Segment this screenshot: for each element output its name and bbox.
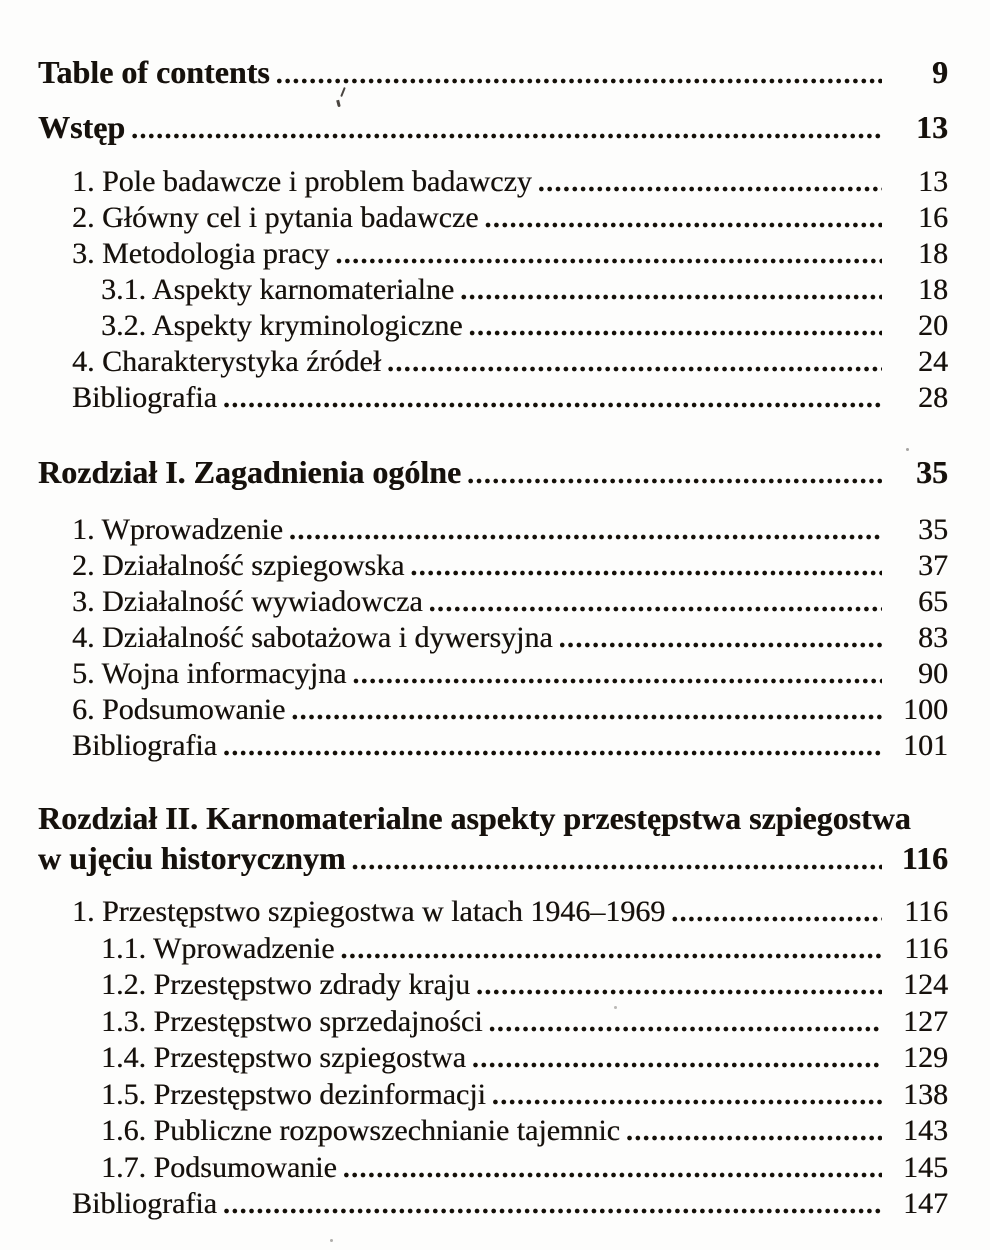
toc-entry-label: 4. Działalność sabotażowa i dywersyjna [72,621,553,654]
toc-entry-label: 2. Główny cel i pytania badawcze [72,201,479,234]
toc-page-number: 145 [903,1150,948,1184]
toc-entry [38,692,948,728]
toc-entry-label: 1. Pole badawcze i problem badawczy [72,165,532,198]
toc-entry [38,584,948,620]
dot-leader [559,620,882,656]
toc-page-number: 9 [932,54,948,90]
toc-entry [38,1077,948,1113]
dot-leader [289,512,882,548]
toc-entry-label: 5. Wojna informacyjna [72,657,347,690]
dot-leader [223,1186,882,1222]
toc-page-number: 37 [918,549,948,582]
toc-page-number: 127 [903,1004,948,1038]
toc-entry-list [38,894,948,1222]
toc-page-number: 18 [918,273,948,306]
dot-leader [489,1004,882,1040]
toc-entry [38,894,948,930]
toc-entry [38,380,948,416]
toc-entry [38,200,948,236]
toc-entry-label: 3. Działalność wywiadowcza [72,585,423,618]
toc-section [38,798,948,1222]
toc-heading-label: Wstęp [38,109,126,145]
toc-page-number: 138 [903,1077,948,1111]
toc-heading-label: Table of contents [38,54,270,90]
toc-page-number: 65 [918,585,948,618]
toc-heading [38,452,948,492]
toc-entry-label: 4. Charakterystyka źródeł [72,345,382,378]
toc-entry-list [38,164,948,416]
toc-entry [38,656,948,692]
toc-entry-label: 1.3. Przestępstwo sprzedajności [101,1004,483,1038]
toc-page-number: 28 [918,381,948,414]
dot-leader [352,656,882,692]
toc-page-number: 143 [903,1114,948,1147]
toc-entry-label: 1.4. Przestępstwo szpiegostwa [101,1041,466,1074]
toc-page-number: 147 [903,1187,948,1220]
toc-page-number: 116 [901,840,948,876]
toc-page-number: 24 [918,345,948,378]
dot-leader [343,1150,882,1186]
toc-heading-label: Rozdział II. Karnomaterialne aspekty przestępstwa szpiegostwa [38,800,911,836]
toc-entry-label: 1. Przestępstwo szpiegostwa w latach 1946–1969 [72,895,666,928]
toc-page-number: 116 [904,895,948,928]
toc-section [38,107,948,416]
dot-leader [223,380,882,416]
dot-leader [467,452,882,494]
toc-heading-label: w ujęciu historycznym [38,840,346,876]
toc-entry-list [38,512,948,764]
dot-leader [429,584,882,620]
toc-page-number: 35 [916,454,948,490]
toc-entry [38,1113,948,1149]
toc-page-number: 13 [918,165,948,198]
toc-entry-label: 1. Wprowadzenie [72,513,284,546]
toc-entry [38,236,948,272]
toc-entry [38,1186,948,1222]
toc-entry [38,164,948,200]
dot-leader [291,692,882,728]
dot-leader [538,164,882,200]
toc-heading-line2 [38,838,948,878]
toc-page-number: 16 [918,201,948,234]
toc-page-number: 129 [903,1041,948,1074]
toc-heading [38,52,948,92]
toc-page-number: 100 [903,693,948,726]
toc-page-number: 13 [916,109,948,145]
table-of-contents [38,52,948,1223]
toc-entry-label: 1.7. Podsumowanie [101,1150,337,1184]
dot-leader [626,1113,882,1149]
toc-entry-label: Bibliografia [72,729,217,762]
dot-leader [223,728,882,764]
toc-heading-line1 [38,798,948,838]
toc-entry-label: 1.1. Wprowadzenie [101,931,335,965]
toc-page-number: 20 [918,309,948,342]
toc-entry [38,931,948,967]
toc-entry [38,272,948,308]
dot-leader [131,107,882,149]
dot-leader [276,52,882,94]
scan-speck [330,1239,333,1242]
dot-leader [485,200,882,236]
dot-leader [492,1077,882,1113]
toc-page-number: 90 [918,657,948,690]
scan-speck [614,1006,617,1009]
dot-leader [460,272,882,308]
toc-page-number: 18 [918,237,948,270]
toc-page-number: 35 [918,513,948,546]
toc-page-number: 116 [904,931,948,965]
toc-entry-label: 1.2. Przestępstwo zdrady kraju [101,968,471,1001]
toc-entry-label: Bibliografia [72,1187,217,1220]
toc-entry [38,1004,948,1040]
dot-leader [341,931,882,967]
toc-entry-label: 1.5. Przestępstwo dezinformacji [101,1077,486,1111]
dot-leader [671,894,882,930]
scan-speck [906,448,909,451]
dot-leader [335,236,882,272]
toc-entry [38,620,948,656]
toc-entry [38,1150,948,1186]
toc-page-number: 83 [918,621,948,654]
toc-section [38,452,948,764]
dot-leader [387,344,882,380]
toc-entry-label: 2. Działalność szpiegowska [72,549,405,582]
toc-section [38,52,948,92]
toc-entry [38,344,948,380]
toc-page-number: 101 [903,729,948,762]
toc-entry-label: 3. Metodologia pracy [72,237,330,270]
dot-leader [472,1040,882,1076]
toc-entry-label: 3.2. Aspekty kryminologiczne [101,309,463,342]
dot-leader [476,967,882,1003]
toc-page-number: 124 [903,968,948,1001]
toc-entry-label: 1.6. Publiczne rozpowszechnianie tajemnic [101,1114,620,1147]
toc-entry-label: Bibliografia [72,381,217,414]
toc-entry [38,548,948,584]
toc-heading [38,107,948,147]
toc-entry [38,967,948,1003]
dot-leader [469,308,882,344]
toc-heading-label: Rozdział I. Zagadnienia ogólne [38,454,462,490]
toc-entry [38,308,948,344]
toc-entry [38,1040,948,1076]
dot-leader [410,548,882,584]
toc-entry-label: 3.1. Aspekty karnomaterialne [101,273,455,306]
toc-entry-label: 6. Podsumowanie [72,693,286,726]
toc-entry [38,728,948,764]
toc-entry [38,512,948,548]
dot-leader [352,838,882,880]
